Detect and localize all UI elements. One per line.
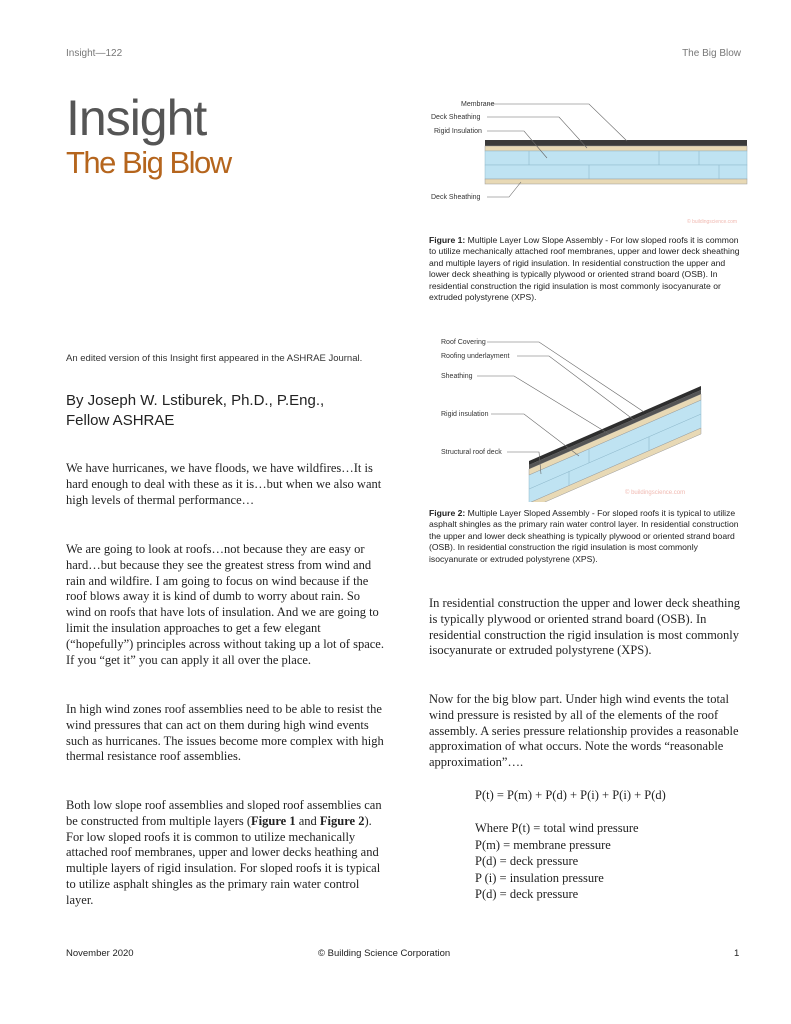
left-paragraph-1 bbox=[66, 461, 384, 508]
page-subtitle: The Big Blow bbox=[66, 145, 231, 180]
label-structural-roof-deck: Structural roof deck bbox=[441, 449, 502, 456]
sheathing-leader bbox=[477, 376, 609, 434]
paragraph-text: We are going to look at roofs…not because they are easy or hard…but because they see the greatest stress from wind and rain and wildfire. I am going to focus on wind because if the roof blows away it is kind of dumb to worry about rain. So wind on roofs that have lots of insulation. And we are going to limit the insulation approaches to get a few elegant (“hopefully”) principles across without taking up a lot of space. If you “get it” you can apply it all over the place. bbox=[66, 542, 384, 667]
label-membrane: Membrane bbox=[461, 101, 495, 108]
definition-line: P(d) = deck pressure bbox=[475, 887, 579, 901]
label-rigid-insulation: Rigid Insulation bbox=[434, 128, 482, 135]
definition-line: P(d) = deck pressure bbox=[475, 854, 579, 868]
header-left: Insight—122 bbox=[66, 48, 123, 59]
paragraph-fragment: Both low slope roof assemblies and sloped roof assemblies can be constructed from multiple layers ( bbox=[66, 798, 382, 828]
deck-sheathing-bottom-layer bbox=[485, 179, 747, 184]
paragraph-text: In residential construction the upper and lower deck sheathing is typically plywood or oriented strand board (OSB). In residential construction the rigid insulation is most commonly isocyanurate or extruded polystyrene (XPS). bbox=[429, 596, 741, 658]
label-rigid-insulation: Rigid insulation bbox=[441, 411, 489, 418]
membrane-layer bbox=[485, 140, 747, 146]
rigid-insulation-layer-2 bbox=[485, 165, 747, 179]
watermark: © buildingscience.com bbox=[625, 490, 686, 496]
figure-2-reference: Figure 2 bbox=[319, 813, 365, 828]
watermark: © buildingscience.com bbox=[687, 219, 738, 225]
pressure-definitions bbox=[475, 820, 639, 903]
label-deck-sheathing-bottom: Deck Sheathing bbox=[431, 194, 481, 201]
figure-2-caption bbox=[429, 508, 741, 565]
label-sheathing: Sheathing bbox=[441, 373, 473, 380]
figure-2-diagram bbox=[429, 334, 749, 502]
paragraph-text: In high wind zones roof assemblies need to be able to resist the wind pressures that can act on them during high wind events such as hurricanes. The issues become more complex with high thermal resistance roof assemblies. bbox=[66, 702, 384, 764]
right-paragraph-2 bbox=[429, 692, 741, 771]
caption-text: Multiple Layer Sloped Assembly - For sloped roofs it is typical to utilize asphalt shingles as the primary rain water control layer. In residential construction the upper and lower deck sheathing is typically plywood or oriented strand board (OSB). In residential construction the rigid insulation is most commonly isocyanurate or extruded polystyrene (XPS). bbox=[429, 508, 739, 564]
header-right: The Big Blow bbox=[682, 48, 741, 59]
paragraph-text: Now for the big blow part. Under high wind events the total wind pressure is resisted by all of the elements of the roof assembly. A series pressure relationship provides a reasonable approximation of what occurs. Note the words “reasonable approximation”…. bbox=[429, 692, 739, 770]
left-paragraph-3 bbox=[66, 702, 384, 765]
caption-text: Multiple Layer Low Slope Assembly - For low sloped roofs it is common to utilize mechanically attached roof membranes, upper and lower deck sheathing and multiple layers of rigid insulation. In residential construction the upper and lower deck sheathing is typically plywood or oriented strand board (OSB). In residential construction the rigid insulation is most commonly isocyanurate or extruded polystyrene (XPS). bbox=[429, 235, 740, 303]
rigid-insulation-layer-1 bbox=[485, 151, 747, 165]
deck-sheathing-top-layer bbox=[485, 146, 747, 151]
caption-label: Figure 2: bbox=[429, 508, 466, 518]
paragraph-text bbox=[66, 798, 384, 909]
footer-copyright: © Building Science Corporation bbox=[318, 948, 451, 959]
author-byline: By Joseph W. Lstiburek, Ph.D., P.Eng., Fellow ASHRAE bbox=[66, 392, 325, 429]
footer-date: November 2020 bbox=[66, 948, 134, 959]
pressure-equation: P(t) = P(m) + P(d) + P(i) + P(i) + P(d) bbox=[475, 788, 666, 802]
membrane-leader bbox=[487, 104, 627, 141]
figure-1-diagram bbox=[429, 96, 749, 228]
label-roof-covering: Roof Covering bbox=[441, 339, 486, 346]
definition-line: Where P(t) = total wind pressure bbox=[475, 821, 639, 835]
roof-covering-leader bbox=[487, 342, 644, 412]
underlayment-leader bbox=[517, 356, 634, 420]
definition-line: P(m) = membrane pressure bbox=[475, 837, 611, 852]
publication-note: An edited version of this Insight first appeared in the ASHRAE Journal. bbox=[66, 353, 363, 364]
page-number: 1 bbox=[734, 948, 740, 959]
figure-1-reference: Figure 1 bbox=[251, 813, 296, 828]
page-title: Insight bbox=[66, 90, 207, 146]
right-paragraph-1 bbox=[429, 596, 741, 659]
definition-line: P (i) = insulation pressure bbox=[475, 870, 604, 885]
left-paragraph-2 bbox=[66, 542, 384, 668]
paragraph-text: We have hurricanes, we have floods, we have wildfires…It is hard enough to deal with these as it is…but when we also want high levels of thermal performance… bbox=[66, 461, 382, 507]
left-paragraph-4 bbox=[66, 798, 384, 909]
caption-label: Figure 1: bbox=[429, 235, 466, 245]
label-roofing-underlayment: Roofing underlayment bbox=[441, 353, 510, 360]
label-deck-sheathing-top: Deck Sheathing bbox=[431, 114, 481, 121]
paragraph-fragment: ). For low sloped roofs it is common to utilize mechanically attached roof membranes, upper and lower decks heathing and multiple layers of rigid insulation. For sloped roofs it is typical to utilize asphalt shingles as the primary rain water control layer. bbox=[66, 813, 381, 907]
paragraph-fragment: and bbox=[295, 813, 320, 828]
figure-1-caption bbox=[429, 235, 741, 303]
